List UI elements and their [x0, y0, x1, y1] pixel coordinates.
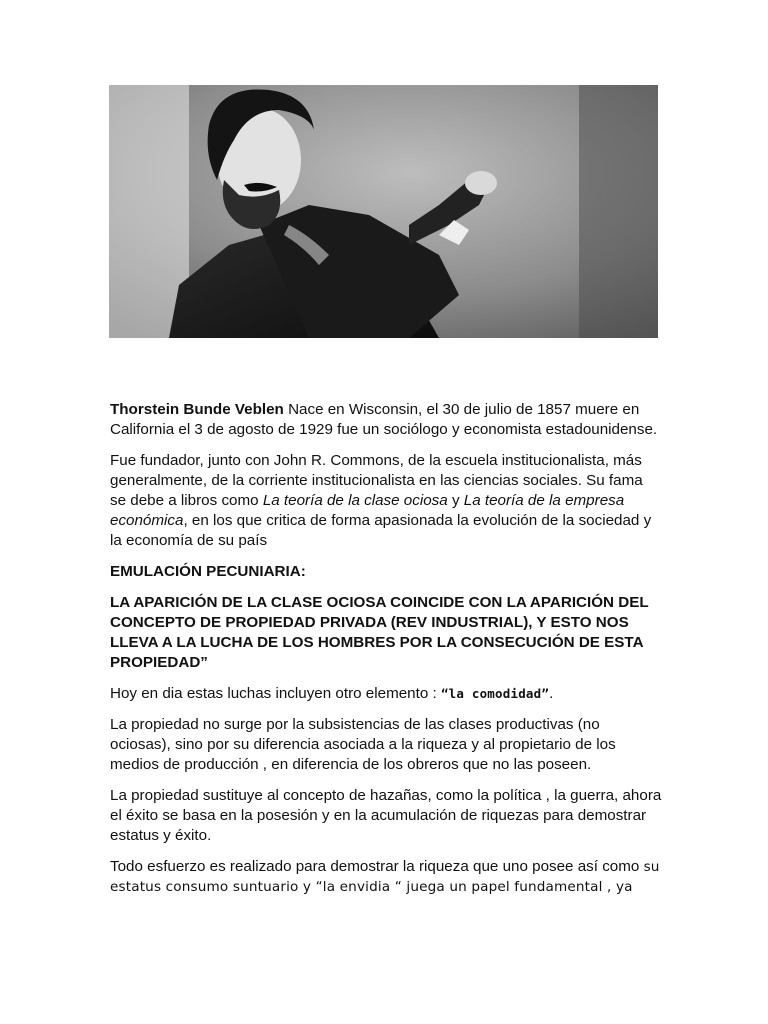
- section-heading: EMULACIÓN PECUNIARIA:: [110, 563, 306, 580]
- founder-text-2: y: [447, 492, 464, 509]
- intro-text: Nace en Wisconsin, el 30 de julio de 1857 muere en California el 3 de agosto de 1929 fue un sociólogo y economista estadounidense.: [110, 401, 658, 438]
- thesis-heading: LA APARICIÓN DE LA CLASE OCIOSA COINCIDE CON LA APARICIÓN DEL CONCEPTO DE PROPIEDAD PRIVADA (REV INDUSTRIAL), Y ESTO NOS LLEVA A LA LUCHA DE LOS HOMBRES POR LA CONSECUCIÓN DE ESTA PROPIEDAD”: [110, 594, 649, 671]
- comfort-paragraph: [110, 684, 662, 704]
- success-paragraph: La propiedad sustituye al concepto de hazañas, como la política , la guerra, ahora el éxito se basa en la posesión y en la acumulación de riquezas para demostrar estatus y éxito.: [110, 787, 662, 844]
- person-name: Thorstein Bunde Veblen: [110, 401, 284, 418]
- effort-paragraph: [110, 857, 662, 897]
- intro-paragraph: [110, 400, 662, 440]
- portrait-photo-icon: [109, 85, 658, 338]
- comfort-text-2: .: [549, 685, 554, 702]
- founder-text-3: , en los que critica de forma apasionada la evolución de la sociedad y la economía de su país: [110, 512, 652, 549]
- book-title-2: La teoría de la empresa económica: [110, 492, 625, 529]
- comfort-text-1: Hoy en dia estas luchas incluyen otro elemento :: [110, 685, 441, 702]
- portrait-photo: [109, 85, 658, 338]
- property-paragraph: La propiedad no surge por la subsistencias de las clases productivas (no ociosas), sino por su diferencia asociada a la riqueza y al propietario de los medios de producción , en diferencia de los obreros que no las poseen.: [110, 716, 616, 773]
- founder-text-1: Fue fundador, junto con John R. Commons, de la escuela institucionalista, más generalmente, de la corriente institucionalista en las ciencias sociales. Su fama se debe a libros como: [110, 452, 643, 509]
- book-title-1: La teoría de la clase ociosa: [262, 492, 448, 509]
- founder-paragraph: [110, 451, 662, 551]
- comfort-emphasis: “la comodidad”: [440, 686, 550, 701]
- document-text: [110, 400, 662, 908]
- effort-text-2: su estatus consumo suntuario y “la envidia “ juega un papel fundamental , ya: [110, 859, 660, 895]
- effort-text-1: Todo esfuerzo es realizado para demostrar la riqueza que uno posee así como: [110, 858, 644, 875]
